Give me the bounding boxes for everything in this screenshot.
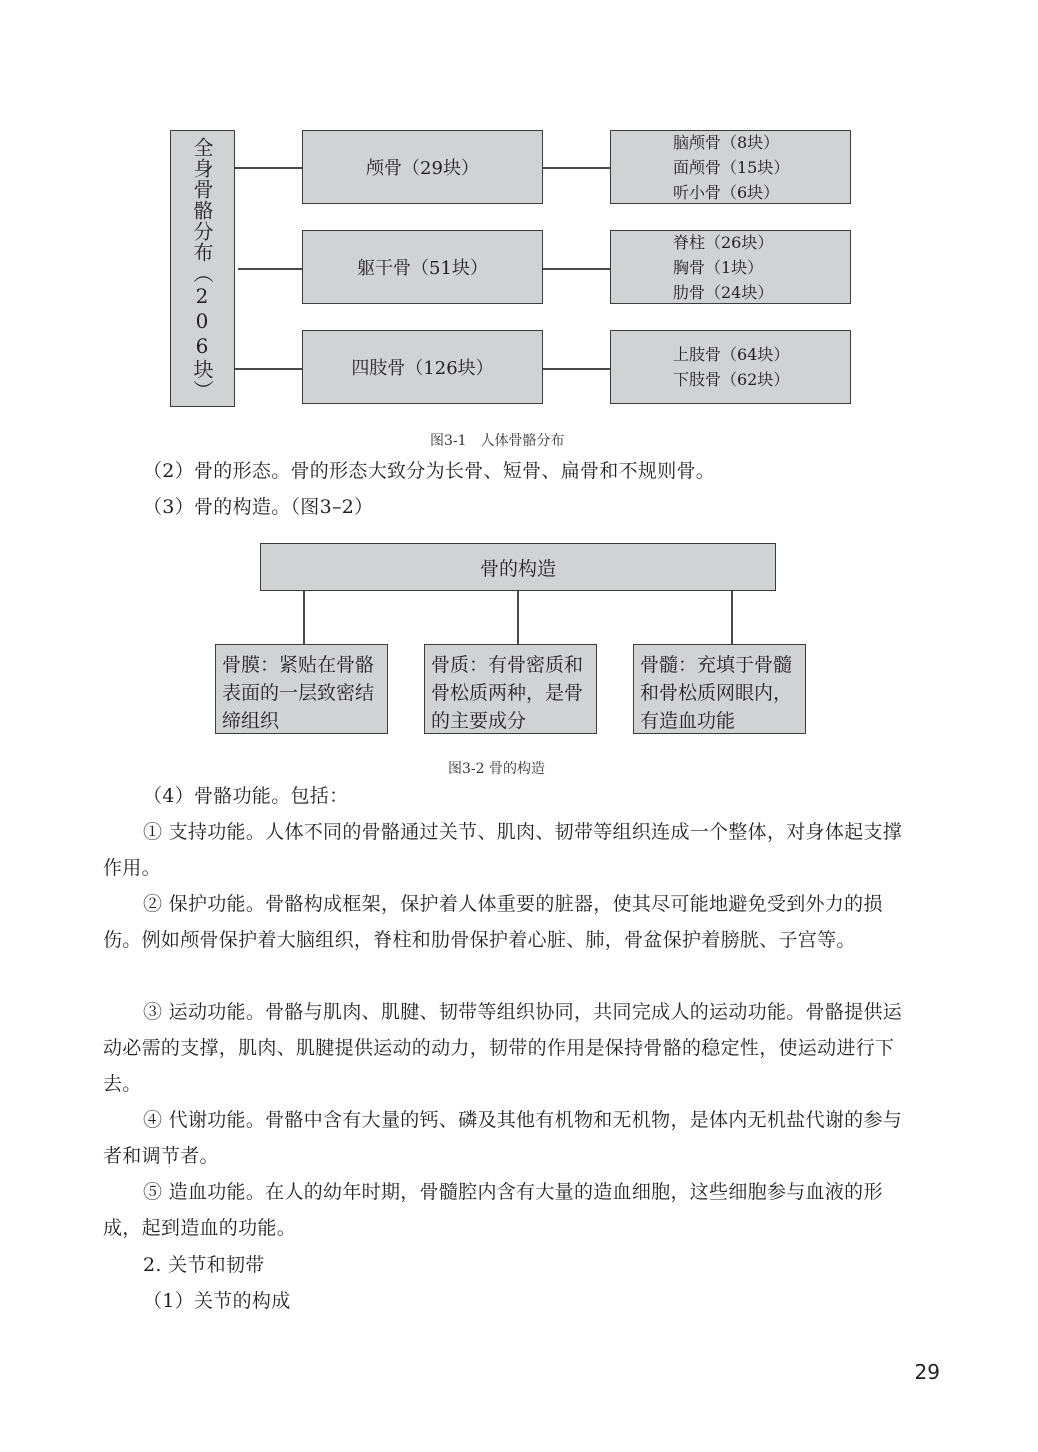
connector xyxy=(543,167,610,169)
paragraph-text: ④ 代谢功能。骨骼中含有大量的钙、磷及其他有机物和无机物，是体内无机盐代谢的参与者和调节者。 xyxy=(103,1109,903,1167)
function-paragraph xyxy=(103,814,918,886)
paragraph xyxy=(103,453,918,489)
structure-box-periosteum xyxy=(215,644,388,734)
diagram-root-box xyxy=(170,130,235,407)
connector xyxy=(235,368,302,370)
function-paragraph xyxy=(103,1174,918,1246)
leaf-box-skull xyxy=(610,130,851,204)
paragraph-text: ③ 运动功能。骨骼与肌肉、肌腱、韧带等组织协同，共同完成人的运动功能。骨骼提供运动必需的支撑，肌肉、肌腱提供运动的动力，韧带的作用是保持骨骼的稳定性，使运动进行下去。 xyxy=(103,1001,903,1095)
function-paragraph xyxy=(103,886,918,958)
subsection-heading xyxy=(103,1283,918,1319)
leaf-item: 肋骨（24块） xyxy=(673,282,774,302)
leaf-item: 面颅骨（15块） xyxy=(673,157,790,177)
paragraph-text: ⑤ 造血功能。在人的幼年时期，骨髓腔内含有大量的造血细胞，这些细胞参与血液的形成，起到造血的功能。 xyxy=(103,1181,883,1239)
connector xyxy=(235,167,302,169)
connector xyxy=(303,591,305,644)
paragraph-text: ① 支持功能。人体不同的骨骼通过关节、肌肉、韧带等组织连成一个整体，对身体起支撑作用。 xyxy=(103,821,903,879)
branch-box-limbs xyxy=(302,330,543,404)
paragraph-text: ② 保护功能。骨骼构成框架，保护着人体重要的脏器，使其尽可能地避免受到外力的损伤。例如颅骨保护着大脑组织，脊柱和肋骨保护着心脏、肺，骨盆保护着膀胱、子宫等。 xyxy=(103,893,883,951)
diagram-root-label: 全身骨骼分布（206块） xyxy=(190,136,214,401)
function-paragraph xyxy=(103,994,918,1102)
structure-root-label: 骨的构造 xyxy=(479,557,556,580)
connector xyxy=(517,591,519,644)
connector xyxy=(238,268,302,270)
branch-box-trunk xyxy=(302,230,543,304)
structure-root-box xyxy=(260,543,776,591)
subsection-heading-text: （1）关节的构成 xyxy=(143,1290,291,1312)
structure-text: 骨髓：充填于骨髓和骨松质网眼内，有造血功能 xyxy=(640,654,793,732)
branch-label: 躯干骨（51块） xyxy=(357,258,488,279)
connector xyxy=(543,268,610,270)
leaf-item: 胸骨（1块） xyxy=(673,257,764,277)
branch-label: 颅骨（29块） xyxy=(366,158,479,179)
paragraph-text: （4）骨骼功能。包括： xyxy=(143,785,349,807)
figure-caption: 图3-1 人体骨骼分布 xyxy=(430,433,565,449)
leaf-box-limbs xyxy=(610,330,851,404)
leaf-box-trunk xyxy=(610,230,851,304)
paragraph xyxy=(103,778,918,814)
leaf-item: 脊柱（26块） xyxy=(673,232,774,252)
structure-text: 骨膜：紧贴在骨骼表面的一层致密结缔组织 xyxy=(222,654,375,732)
leaf-item: 脑颅骨（8块） xyxy=(673,132,780,152)
function-paragraph xyxy=(103,1102,918,1174)
section-heading xyxy=(103,1247,918,1283)
paragraph xyxy=(103,489,918,525)
structure-box-bone-substance xyxy=(424,644,597,734)
paragraph-text: （3）骨的构造。（图3–2） xyxy=(143,496,374,518)
leaf-item: 听小骨（6块） xyxy=(673,182,780,202)
page-number: 29 xyxy=(914,1360,940,1384)
branch-label: 四肢骨（126块） xyxy=(351,358,494,379)
section-heading-text: 2. 关节和韧带 xyxy=(143,1254,265,1276)
connector xyxy=(543,368,610,370)
branch-box-skull xyxy=(302,130,543,204)
structure-text: 骨质：有骨密质和骨松质两种，是骨的主要成分 xyxy=(431,654,584,732)
structure-box-marrow xyxy=(633,644,806,734)
figure-caption: 图3-2 骨的构造 xyxy=(448,761,545,777)
leaf-item: 上肢骨（64块） xyxy=(673,345,790,364)
connector xyxy=(731,591,733,644)
leaf-item: 下肢骨（62块） xyxy=(673,370,790,389)
paragraph-text: （2）骨的形态。骨的形态大致分为长骨、短骨、扁骨和不规则骨。 xyxy=(143,460,716,482)
